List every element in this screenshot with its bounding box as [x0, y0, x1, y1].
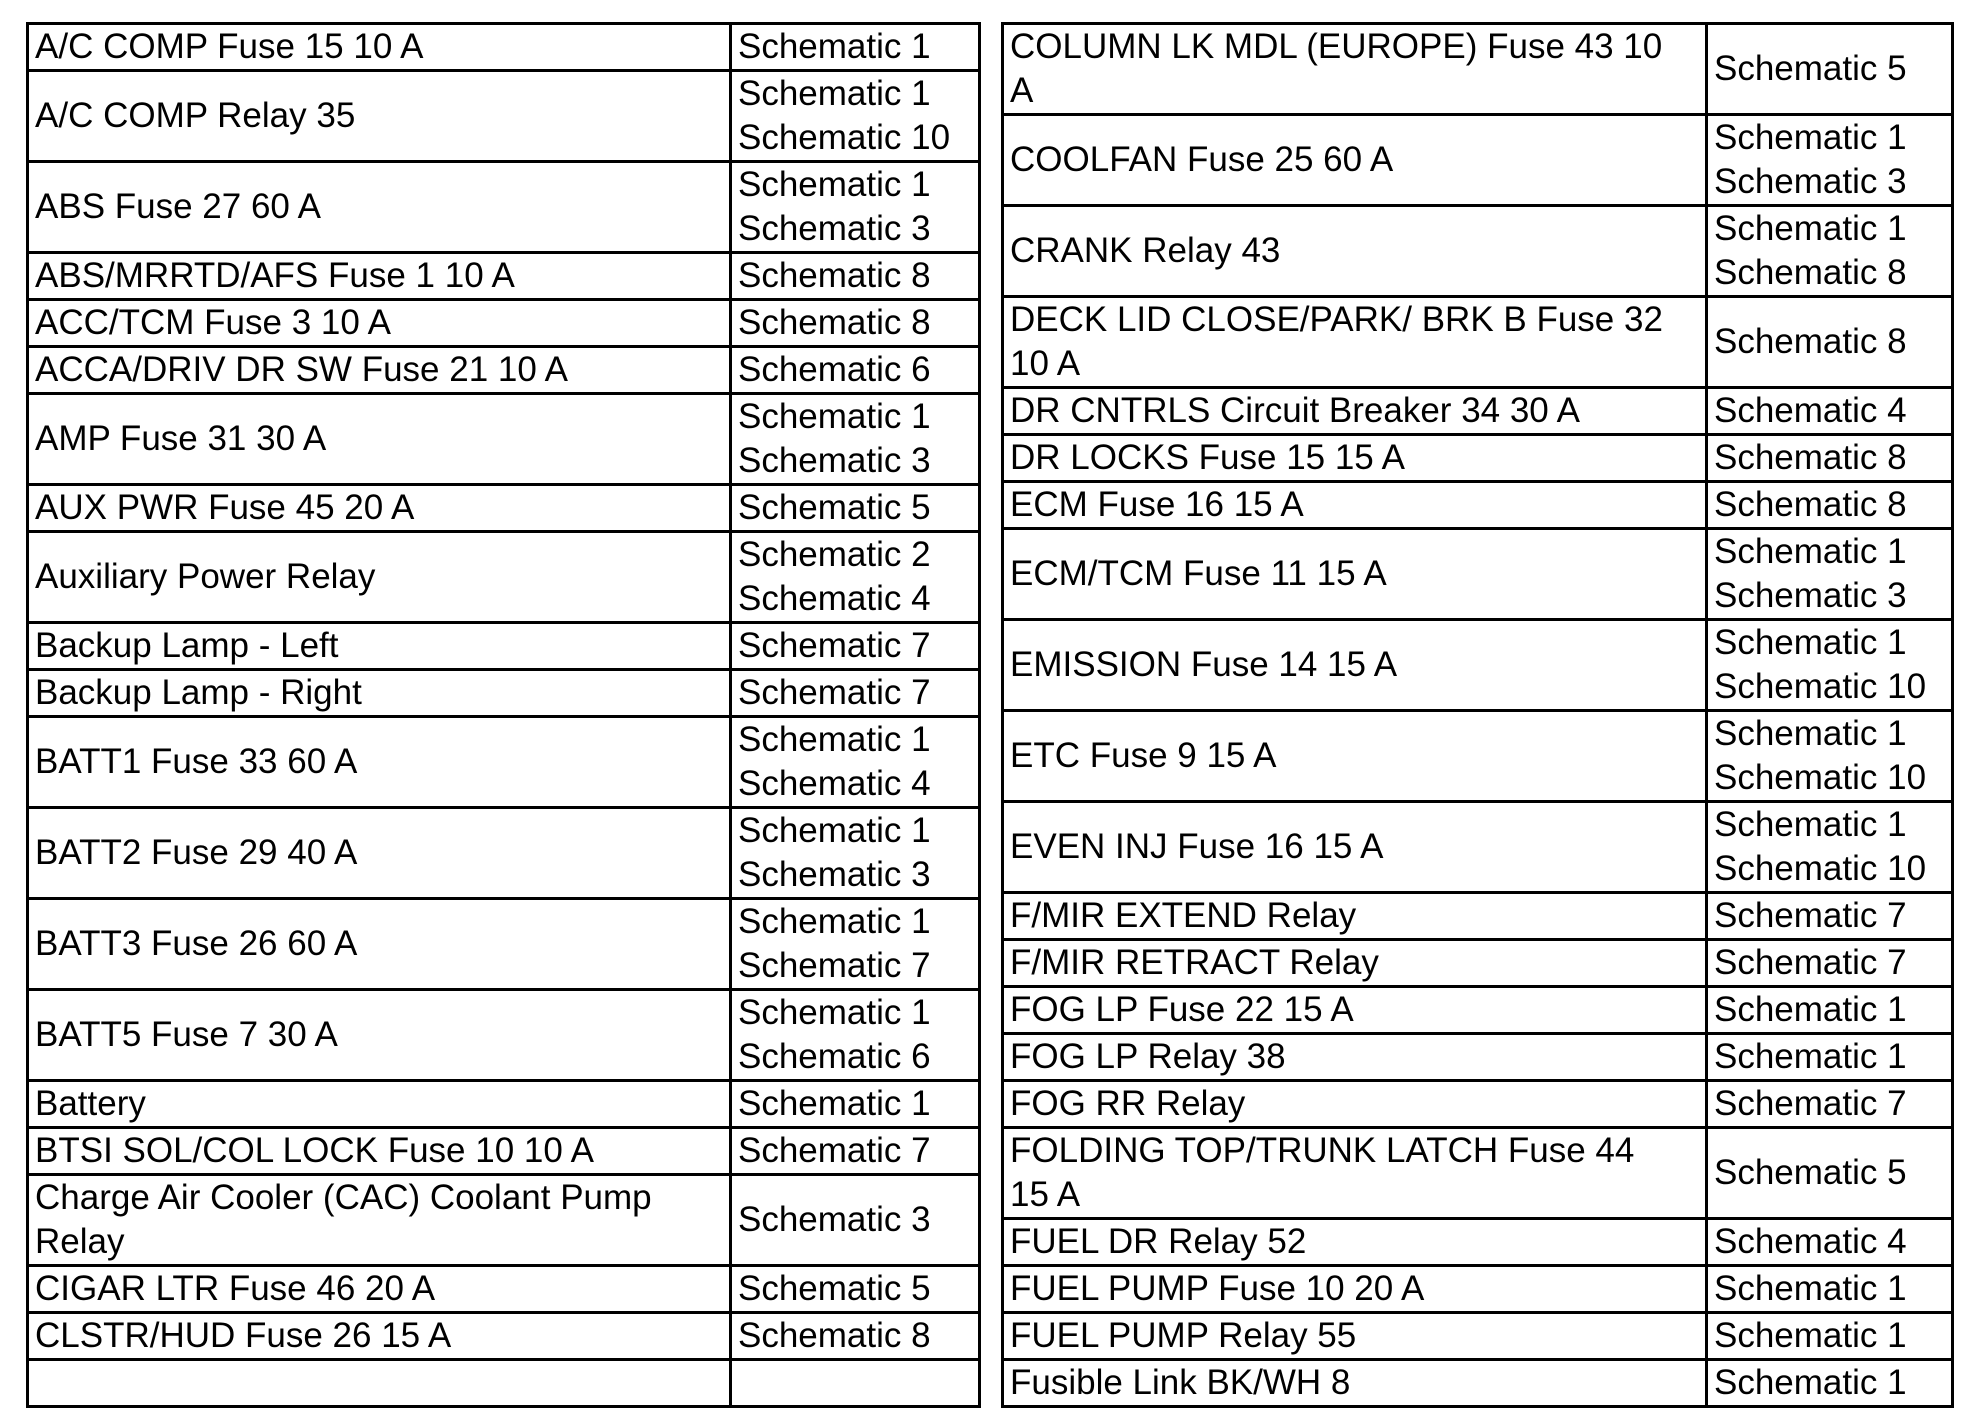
table-row	[28, 162, 980, 253]
schematic-refs	[1707, 388, 1953, 435]
component-name: A/C COMP Relay 35	[28, 71, 731, 162]
table-row	[1003, 1266, 1953, 1313]
table-row	[1003, 711, 1953, 802]
table-row	[28, 1313, 980, 1360]
component-name: CIGAR LTR Fuse 46 20 A	[28, 1266, 731, 1313]
schematic-ref: Schematic 1	[738, 74, 931, 113]
component-name: Charge Air Cooler (CAC) Coolant Pump Relay	[28, 1175, 731, 1266]
schematic-refs	[731, 394, 980, 485]
table-row	[1003, 940, 1953, 987]
component-name: EVEN INJ Fuse 16 15 A	[1003, 802, 1707, 893]
schematic-ref: Schematic 7	[738, 626, 931, 665]
component-name: BATT3 Fuse 26 60 A	[28, 899, 731, 990]
table-row	[28, 899, 980, 990]
table-row	[1003, 24, 1953, 115]
schematic-ref: Schematic 1	[1714, 1269, 1907, 1308]
table-row	[1003, 482, 1953, 529]
schematic-refs	[1707, 1266, 1953, 1313]
schematic-ref: Schematic 1	[1714, 532, 1907, 571]
schematic-refs	[1707, 1360, 1953, 1407]
schematic-refs	[1707, 24, 1953, 115]
table-row	[28, 532, 980, 623]
schematic-refs	[731, 1081, 980, 1128]
schematic-refs	[731, 347, 980, 394]
table-row	[1003, 987, 1953, 1034]
component-name: CLSTR/HUD Fuse 26 15 A	[28, 1313, 731, 1360]
schematic-ref: Schematic 10	[738, 118, 951, 157]
schematic-refs	[731, 808, 980, 899]
component-name: EMISSION Fuse 14 15 A	[1003, 620, 1707, 711]
schematic-refs	[1707, 206, 1953, 297]
table-row	[28, 485, 980, 532]
schematic-refs	[1707, 987, 1953, 1034]
schematic-ref: Schematic 1	[1714, 1363, 1907, 1402]
table-row	[28, 990, 980, 1081]
table-row	[28, 1175, 980, 1266]
component-name: DR LOCKS Fuse 15 15 A	[1003, 435, 1707, 482]
component-name: ECM/TCM Fuse 11 15 A	[1003, 529, 1707, 620]
table-right-body	[1003, 24, 1953, 1407]
schematic-ref: Schematic 3	[1714, 576, 1907, 615]
schematic-refs	[731, 1360, 980, 1407]
component-name: Battery	[28, 1081, 731, 1128]
schematic-ref: Schematic 8	[1714, 322, 1907, 361]
component-index-table-right	[1001, 22, 1954, 1408]
schematic-ref: Schematic 7	[1714, 896, 1907, 935]
component-name: F/MIR EXTEND Relay	[1003, 893, 1707, 940]
schematic-refs	[1707, 620, 1953, 711]
table-left-body	[28, 24, 980, 1407]
table-row	[1003, 1219, 1953, 1266]
schematic-ref: Schematic 5	[738, 488, 931, 527]
schematic-refs	[731, 162, 980, 253]
schematic-refs	[1707, 1034, 1953, 1081]
schematic-refs	[1707, 435, 1953, 482]
component-name: DR CNTRLS Circuit Breaker 34 30 A	[1003, 388, 1707, 435]
schematic-ref: Schematic 10	[1714, 849, 1927, 888]
component-name: A/C COMP Fuse 15 10 A	[28, 24, 731, 71]
component-index-table-left	[26, 22, 981, 1408]
component-name: AUX PWR Fuse 45 20 A	[28, 485, 731, 532]
table-row	[28, 1266, 980, 1313]
schematic-refs	[731, 670, 980, 717]
component-name: COOLFAN Fuse 25 60 A	[1003, 115, 1707, 206]
table-row	[28, 300, 980, 347]
table-row	[28, 717, 980, 808]
table-row	[28, 1128, 980, 1175]
schematic-ref: Schematic 4	[1714, 391, 1907, 430]
component-name: Fusible Link BK/WH 8	[1003, 1360, 1707, 1407]
schematic-ref: Schematic 3	[738, 209, 931, 248]
schematic-ref: Schematic 1	[738, 993, 931, 1032]
schematic-refs	[1707, 1219, 1953, 1266]
table-row	[1003, 206, 1953, 297]
schematic-refs	[731, 717, 980, 808]
schematic-refs	[731, 1313, 980, 1360]
component-name: ABS Fuse 27 60 A	[28, 162, 731, 253]
component-name: Auxiliary Power Relay	[28, 532, 731, 623]
schematic-ref: Schematic 3	[738, 441, 931, 480]
table-row	[1003, 529, 1953, 620]
schematic-ref: Schematic 1	[738, 27, 931, 66]
schematic-ref: Schematic 8	[738, 303, 931, 342]
schematic-ref: Schematic 6	[738, 350, 931, 389]
schematic-ref: Schematic 7	[738, 1131, 931, 1170]
component-name: FUEL PUMP Fuse 10 20 A	[1003, 1266, 1707, 1313]
table-row	[28, 347, 980, 394]
component-name: Backup Lamp - Left	[28, 623, 731, 670]
component-name: BATT2 Fuse 29 40 A	[28, 808, 731, 899]
schematic-ref: Schematic 8	[738, 1316, 931, 1355]
table-row	[1003, 1128, 1953, 1219]
table-row	[28, 394, 980, 485]
component-name: BTSI SOL/COL LOCK Fuse 10 10 A	[28, 1128, 731, 1175]
schematic-refs	[731, 485, 980, 532]
component-name: ACC/TCM Fuse 3 10 A	[28, 300, 731, 347]
schematic-ref: Schematic 5	[1714, 49, 1907, 88]
component-name: BATT1 Fuse 33 60 A	[28, 717, 731, 808]
schematic-ref: Schematic 4	[738, 764, 931, 803]
component-name: F/MIR RETRACT Relay	[1003, 940, 1707, 987]
schematic-refs	[1707, 1081, 1953, 1128]
schematic-refs	[731, 623, 980, 670]
schematic-refs	[731, 300, 980, 347]
table-row	[1003, 297, 1953, 388]
component-name: FOG LP Fuse 22 15 A	[1003, 987, 1707, 1034]
table-row	[1003, 1360, 1953, 1407]
component-name: DECK LID CLOSE/PARK/ BRK B Fuse 32 10 A	[1003, 297, 1707, 388]
component-name: COLUMN LK MDL (EUROPE) Fuse 43 10 A	[1003, 24, 1707, 115]
schematic-refs	[731, 71, 980, 162]
table-row	[1003, 1313, 1953, 1360]
schematic-refs	[731, 532, 980, 623]
component-name: CRANK Relay 43	[1003, 206, 1707, 297]
schematic-refs	[1707, 482, 1953, 529]
schematic-refs	[731, 1175, 980, 1266]
schematic-ref: Schematic 4	[1714, 1222, 1907, 1261]
component-name	[28, 1360, 731, 1407]
schematic-ref: Schematic 7	[738, 946, 931, 985]
schematic-ref: Schematic 8	[738, 256, 931, 295]
schematic-ref: Schematic 1	[1714, 990, 1907, 1029]
schematic-ref: Schematic 1	[1714, 714, 1907, 753]
component-name: ECM Fuse 16 15 A	[1003, 482, 1707, 529]
schematic-refs	[731, 24, 980, 71]
table-row	[1003, 620, 1953, 711]
schematic-refs	[1707, 529, 1953, 620]
schematic-ref: Schematic 1	[1714, 209, 1907, 248]
schematic-ref: Schematic 1	[738, 811, 931, 850]
component-name: FOLDING TOP/TRUNK LATCH Fuse 44 15 A	[1003, 1128, 1707, 1219]
table-row	[1003, 893, 1953, 940]
component-name: Backup Lamp - Right	[28, 670, 731, 717]
schematic-ref: Schematic 1	[1714, 805, 1907, 844]
schematic-ref: Schematic 8	[1714, 438, 1907, 477]
schematic-ref: Schematic 3	[738, 1200, 931, 1239]
schematic-refs	[1707, 940, 1953, 987]
schematic-refs	[731, 990, 980, 1081]
schematic-ref: Schematic 7	[1714, 1084, 1907, 1123]
component-name: FOG LP Relay 38	[1003, 1034, 1707, 1081]
table-row	[28, 670, 980, 717]
table-row	[28, 623, 980, 670]
component-name: FUEL PUMP Relay 55	[1003, 1313, 1707, 1360]
schematic-ref: Schematic 1	[1714, 1316, 1907, 1355]
schematic-refs	[731, 1128, 980, 1175]
schematic-refs	[731, 253, 980, 300]
component-name: FOG RR Relay	[1003, 1081, 1707, 1128]
table-row	[28, 24, 980, 71]
schematic-ref: Schematic 7	[1714, 943, 1907, 982]
schematic-ref: Schematic 7	[738, 673, 931, 712]
component-name: ABS/MRRTD/AFS Fuse 1 10 A	[28, 253, 731, 300]
schematic-ref: Schematic 1	[738, 165, 931, 204]
table-row	[28, 253, 980, 300]
schematic-ref: Schematic 1	[738, 902, 931, 941]
table-row	[1003, 115, 1953, 206]
table-row	[1003, 1081, 1953, 1128]
table-row	[28, 71, 980, 162]
schematic-ref: Schematic 6	[738, 1037, 931, 1076]
schematic-ref: Schematic 1	[1714, 623, 1907, 662]
schematic-refs	[1707, 1128, 1953, 1219]
schematic-refs	[1707, 802, 1953, 893]
schematic-ref: Schematic 5	[738, 1269, 931, 1308]
schematic-ref: Schematic 5	[1714, 1153, 1907, 1192]
component-name: ETC Fuse 9 15 A	[1003, 711, 1707, 802]
schematic-refs	[1707, 115, 1953, 206]
component-name: ACCA/DRIV DR SW Fuse 21 10 A	[28, 347, 731, 394]
table-row	[1003, 435, 1953, 482]
schematic-ref: Schematic 3	[1714, 162, 1907, 201]
schematic-refs	[1707, 711, 1953, 802]
schematic-ref: Schematic 8	[1714, 485, 1907, 524]
schematic-ref: Schematic 10	[1714, 758, 1927, 797]
schematic-ref: Schematic 4	[738, 579, 931, 618]
schematic-ref: Schematic 1	[738, 1084, 931, 1123]
table-row	[1003, 388, 1953, 435]
table-row	[1003, 1034, 1953, 1081]
schematic-refs	[731, 899, 980, 990]
schematic-ref: Schematic 10	[1714, 667, 1927, 706]
table-row	[28, 1081, 980, 1128]
schematic-ref: Schematic 2	[738, 535, 931, 574]
schematic-refs	[731, 1266, 980, 1313]
schematic-refs	[1707, 297, 1953, 388]
schematic-ref: Schematic 1	[1714, 1037, 1907, 1076]
table-row	[28, 1360, 980, 1407]
component-name: AMP Fuse 31 30 A	[28, 394, 731, 485]
schematic-refs	[1707, 893, 1953, 940]
table-row	[1003, 802, 1953, 893]
schematic-ref: Schematic 1	[1714, 118, 1907, 157]
schematic-refs	[1707, 1313, 1953, 1360]
schematic-ref: Schematic 3	[738, 855, 931, 894]
component-name: BATT5 Fuse 7 30 A	[28, 990, 731, 1081]
schematic-ref: Schematic 8	[1714, 253, 1907, 292]
component-name: FUEL DR Relay 52	[1003, 1219, 1707, 1266]
schematic-ref: Schematic 1	[738, 397, 931, 436]
schematic-ref: Schematic 1	[738, 720, 931, 759]
table-row	[28, 808, 980, 899]
